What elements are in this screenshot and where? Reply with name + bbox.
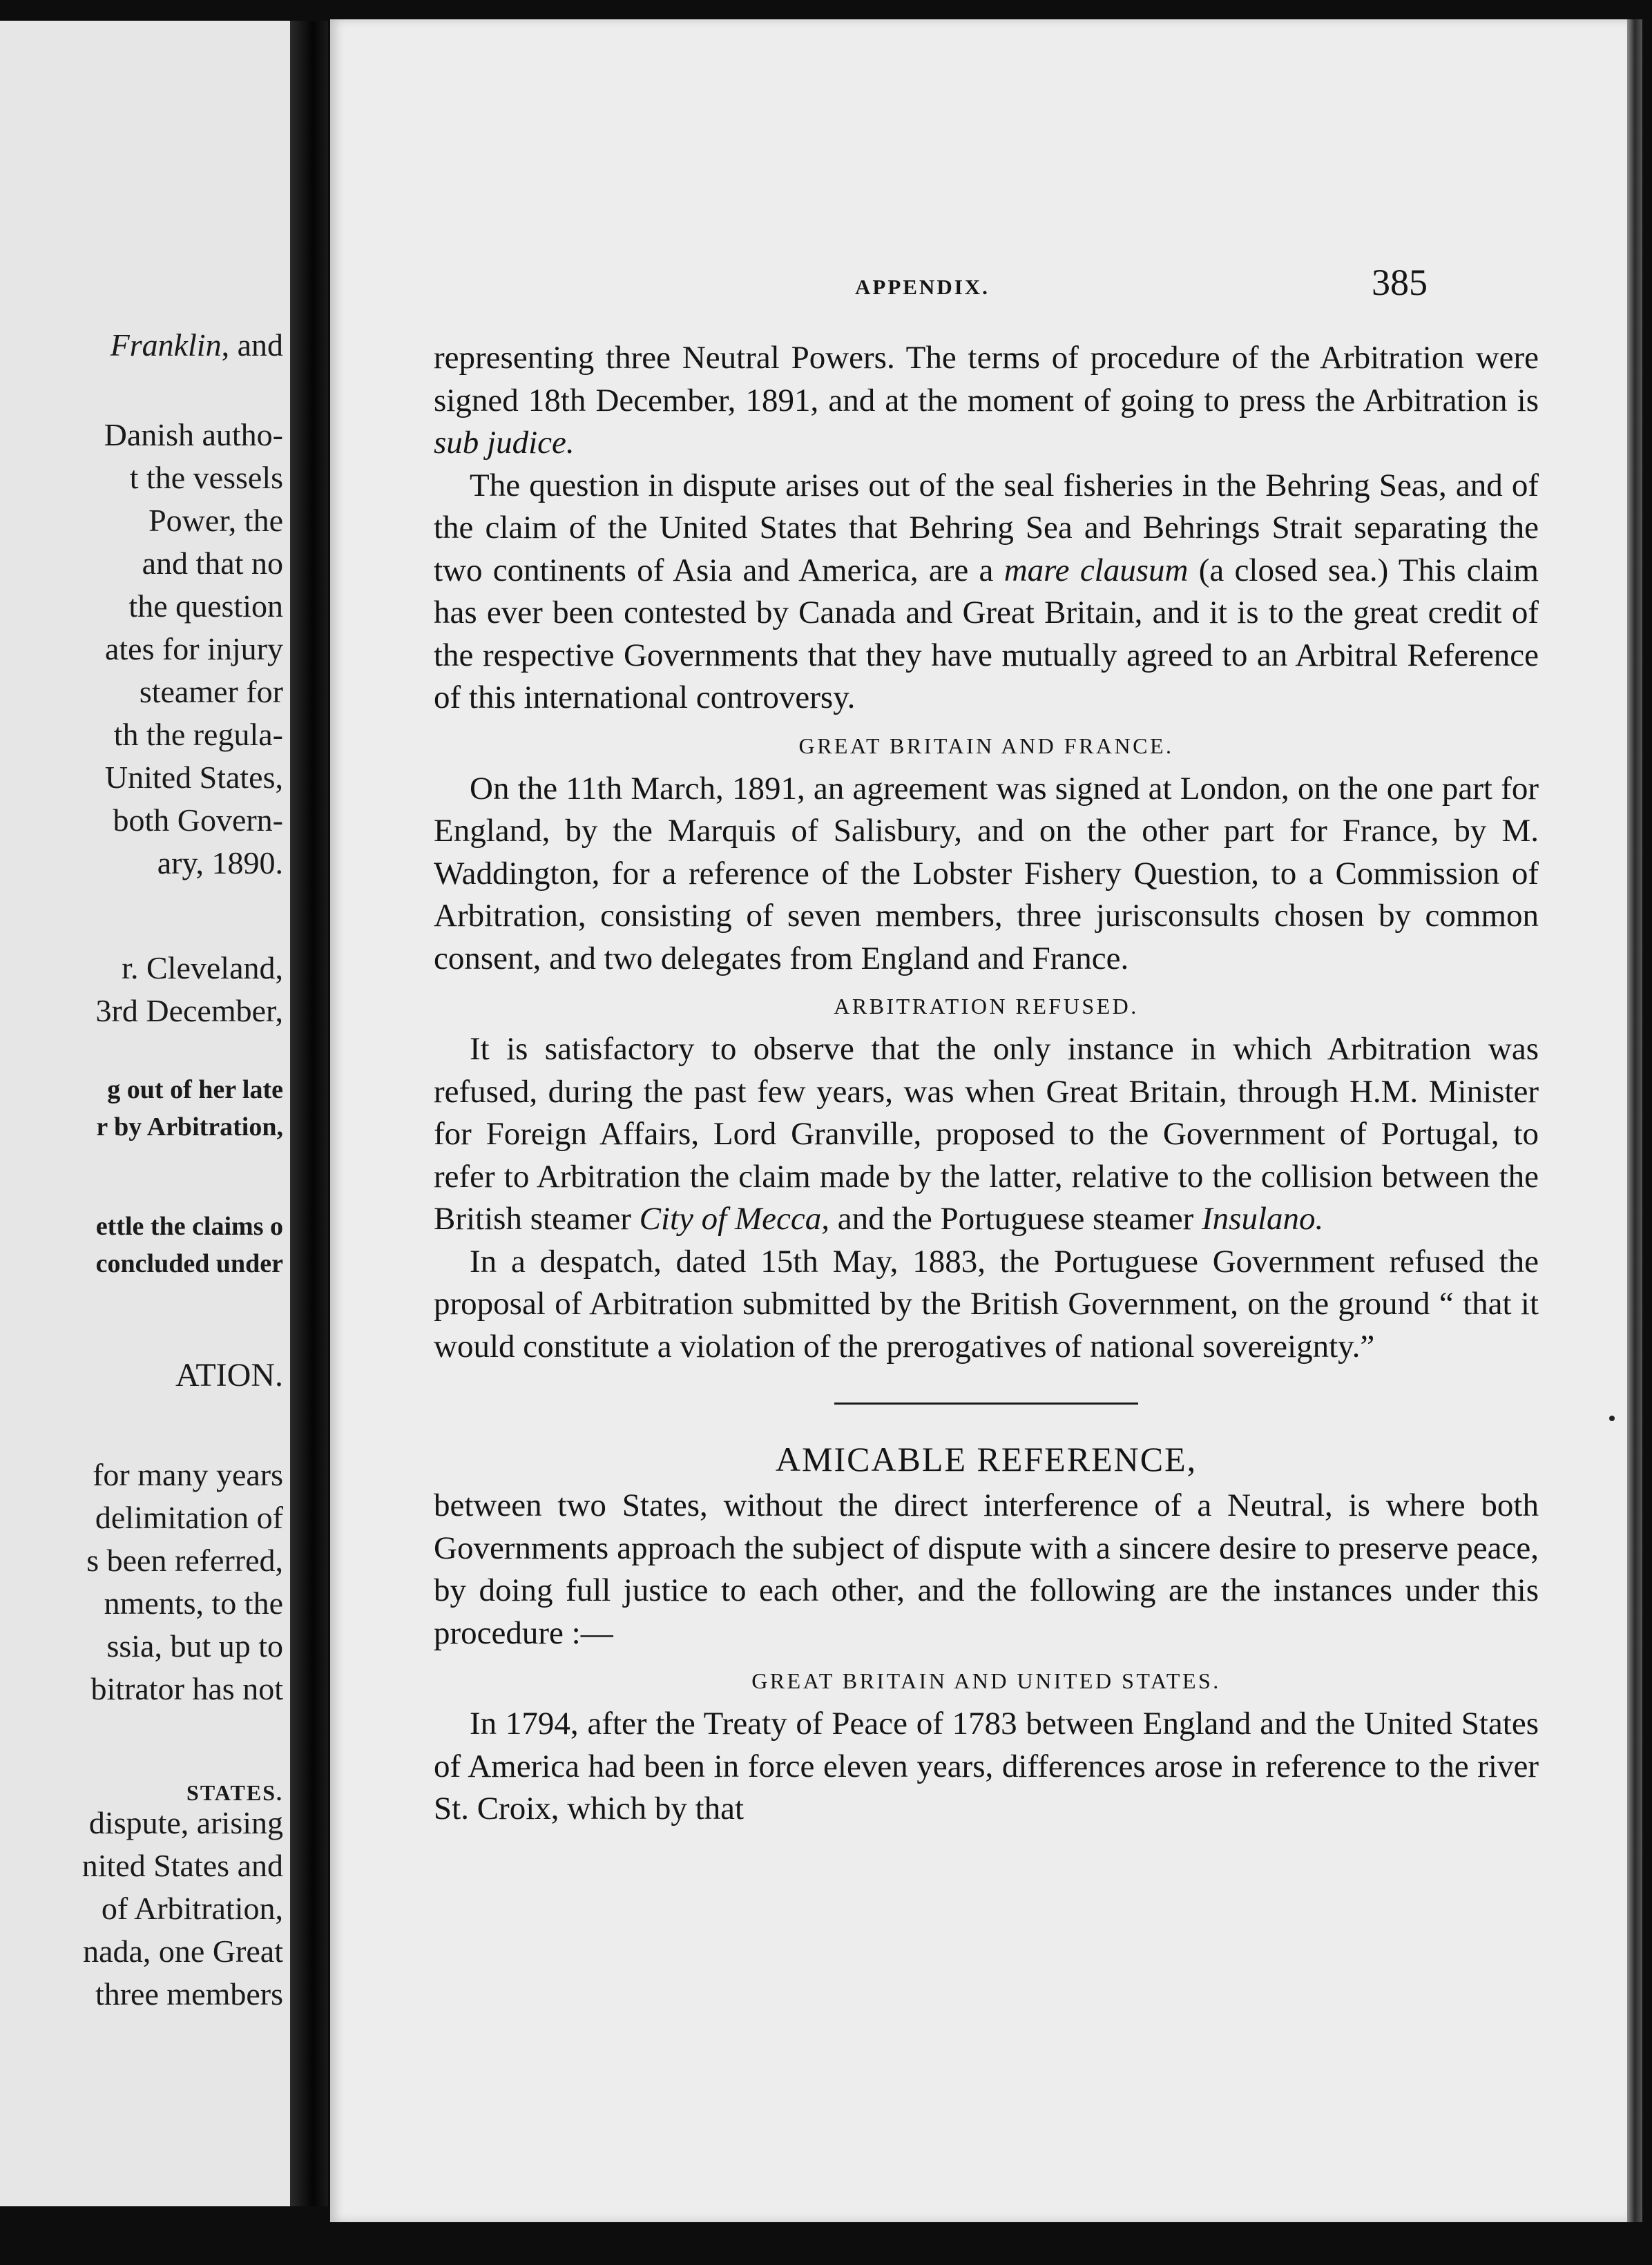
paragraph-lobster: On the 11th March, 1891, an agreement was signed at London, on the one part for England, by the Marquis of Salisbury, and on the other part for France, by M. Waddington, for a reference of the Lobster Fishery Question, to a Commission of Arbitration, consisting of seven members, three jurisconsults chosen by common consent, and two delegates from England and France. — [434, 770, 1539, 976]
paragraph-text: representing three Neutral Powers. The terms of procedure of the Arbitration were signed 18th December, 1891, and at the moment of going to press the Arbitration is — [434, 340, 1539, 418]
paragraph-amicable: between two States, without the direct interference of a Neutral, is where both Governments approach the subject of dispute with a sincere desire to preserve peace, by doing full justice to each other, and the following are the instances under this procedure :— — [434, 1487, 1539, 1651]
italic-term: sub judice. — [434, 425, 575, 461]
paragraph-text: The question in dispute arises out of the seal fisheries in the Behring Seas, and of the claim of the United States that Behring Sea and Behrings Strait separating the two continents of Asia and America, are a — [434, 467, 1539, 588]
left-page-line: Power, the — [148, 503, 283, 538]
subheading-britain-us: GREAT BRITAIN AND UNITED STATES. — [751, 1668, 1221, 1693]
left-page — [0, 21, 296, 2206]
left-page-line: ssia, but up to — [106, 1628, 283, 1664]
left-page-line: concluded under — [95, 1249, 283, 1278]
left-page-line: bitrator has not — [90, 1671, 283, 1706]
left-page-line: the question — [128, 588, 283, 624]
left-page-line: 3rd December, — [95, 993, 283, 1028]
left-page-line: r by Arbitration, — [96, 1112, 283, 1141]
book-gutter — [290, 21, 328, 2206]
page-edge — [1627, 19, 1642, 2222]
subheading-arbitration-refused: ARBITRATION REFUSED. — [834, 994, 1139, 1019]
right-page — [330, 19, 1629, 2222]
paragraph-text: (a closed sea.) This claim has ever been contested by Canada and Great Britain, and it is to the great credit of the respective Governments that they have mutually agreed to an Arbitral Reference of this international controversy. — [434, 552, 1539, 715]
left-page-line: t the vessels — [129, 460, 283, 495]
left-page-line: nments, to the — [104, 1586, 283, 1621]
paragraph-1794: In 1794, after the Treaty of Peace of 1783 between England and the United States of America had been in force eleven years, differences arose in reference to the river St. Croix, which by that — [434, 1706, 1539, 1827]
left-page-line: ATION. — [175, 1357, 283, 1394]
left-page-line: Franklin, and — [110, 327, 283, 363]
left-page-line: STATES. — [186, 1780, 283, 1805]
left-page-line: g out of her late — [107, 1075, 283, 1104]
italic-ship-name: City of Mecca, — [639, 1201, 829, 1237]
subheading-britain-france: GREAT BRITAIN AND FRANCE. — [798, 733, 1174, 758]
header-title: APPENDIX. — [855, 275, 990, 299]
page-number: 385 — [1372, 262, 1428, 303]
running-header — [330, 261, 1629, 316]
left-page-line: ettle the claims o — [95, 1212, 283, 1241]
left-page-line: th the regula- — [113, 717, 283, 752]
left-page-line: United States, — [104, 760, 283, 795]
left-page-line: three members — [95, 1976, 283, 2012]
paragraph-despatch: In a despatch, dated 15th May, 1883, the Portuguese Government refused the proposal of Arbitration submitted by the British Government, on the ground “ that it would constitute a violation of the prerogatives of national sovereignty.” — [434, 1243, 1539, 1365]
paragraph-continuation — [434, 337, 1539, 465]
left-page-line: s been referred, — [86, 1543, 283, 1578]
speck-mark — [1609, 1416, 1615, 1421]
paragraph-text: and the Portuguese steamer — [829, 1201, 1202, 1237]
paragraph-behring — [434, 465, 1539, 720]
section-divider — [834, 1403, 1138, 1405]
paragraph-text: It is satisfactory to observe that the only instance in which Arbitration was refused, during the past few years, was when Great Britain, through H.M. Minister for Foreign Affairs, Lord Granville, proposed to the Government of Portugal, to refer to Arbitration the claim made by the latter, relative to the collision between the British steamer — [434, 1031, 1539, 1237]
left-page-line: dispute, arising — [88, 1805, 283, 1840]
italic-term: mare clausum — [1003, 552, 1189, 588]
left-page-line: and that no — [142, 546, 283, 581]
section-heading-amicable: AMICABLE REFERENCE, — [775, 1440, 1198, 1478]
left-page-line: of Arbitration, — [101, 1891, 283, 1926]
page-body — [434, 337, 1539, 1831]
left-page-line: steamer for — [139, 674, 283, 709]
left-page-line: ary, 1890. — [157, 845, 283, 880]
left-page-line: both Govern- — [113, 802, 283, 838]
left-page-line: r. Cleveland, — [122, 950, 283, 985]
left-page-line: delimitation of — [95, 1500, 283, 1535]
left-page-line: ates for injury — [104, 631, 283, 666]
paragraph-refused — [434, 1028, 1539, 1241]
left-page-line: for many years — [93, 1457, 283, 1492]
left-page-line: nada, one Great — [83, 1934, 283, 1969]
left-page-line: nited States and — [81, 1848, 283, 1883]
left-page-line: Danish autho- — [104, 417, 283, 452]
italic-ship-name: Insulano. — [1202, 1201, 1324, 1237]
